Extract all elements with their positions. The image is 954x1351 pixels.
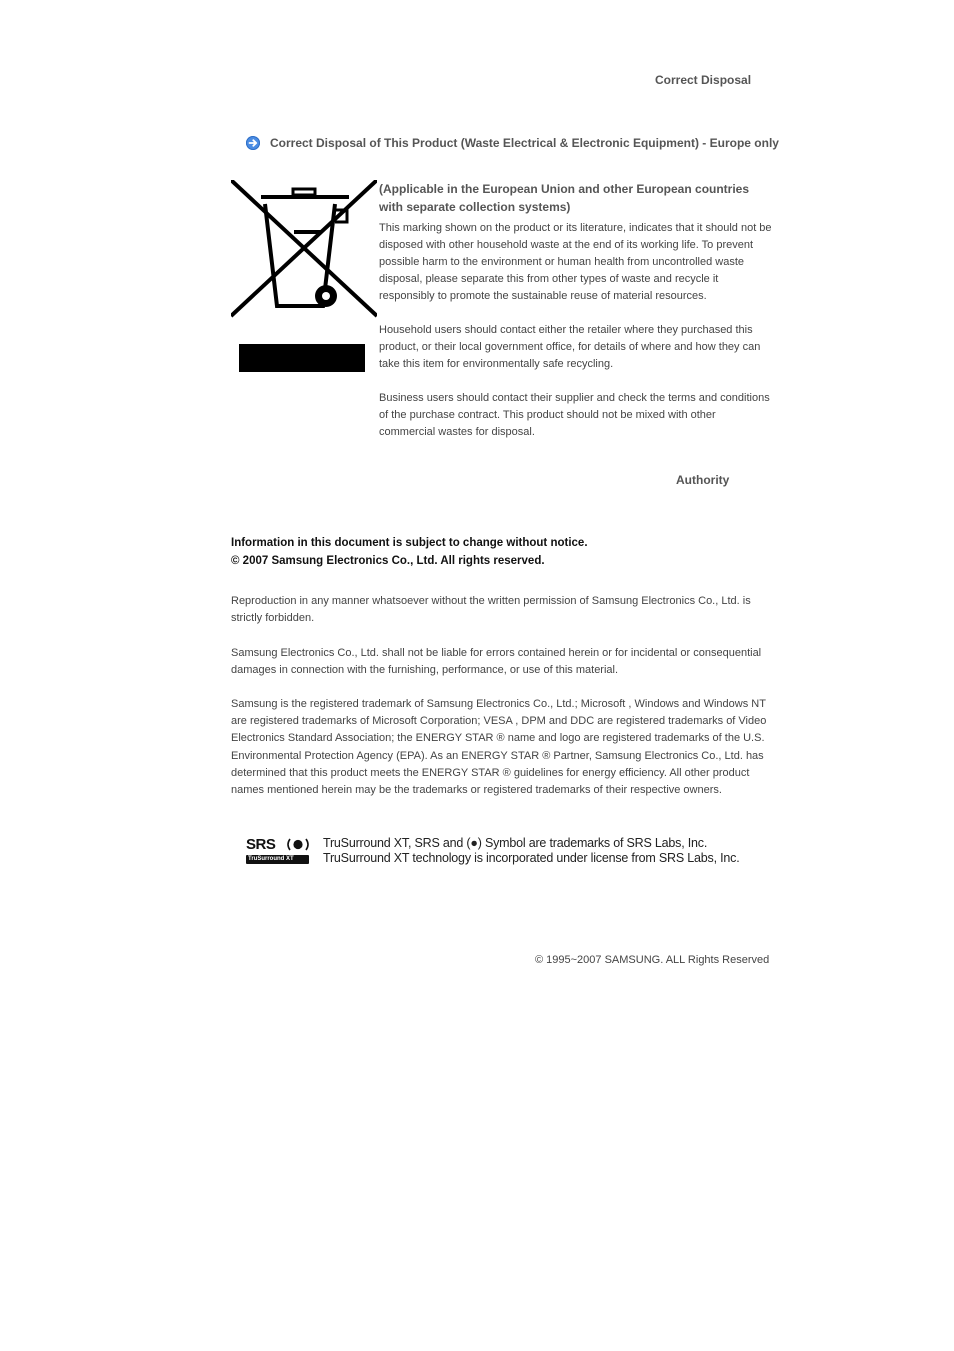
- weee-heading: (Applicable in the European Union and other European countries with separate collection systems): [379, 182, 750, 214]
- legal-paragraph-1: Reproduction in any manner whatsoever without the written permission of Samsung Electronics Co., Ltd. is strictly forbidden.: [231, 595, 751, 625]
- legal-paragraph-2: Samsung Electronics Co., Ltd. shall not be liable for errors contained herein or for incidental or consequential damages in connection with the furnishing, performance, or use of this material.: [231, 647, 762, 677]
- weee-paragraph-2: Household users should contact either the retailer where they purchased this product, or their local government office, for details of where and how they can take this item for environmentally safe recycling.: [379, 324, 761, 371]
- srs-line-2: TruSurround XT technology is incorporated under license from SRS Labs, Inc.: [323, 851, 740, 865]
- srs-circle-icon: [286, 838, 306, 851]
- notice-line-1: Information in this document is subject to change without notice.: [231, 537, 588, 549]
- crossed-out-wheelie-bin-icon: [231, 180, 377, 376]
- page-header-title: Correct Disposal: [655, 73, 752, 87]
- srs-logo: [246, 836, 312, 870]
- srs-trademark-text: [323, 836, 739, 866]
- legal-paragraph-3: Samsung is the registered trademark of Samsung Electronics Co., Ltd.; Microsoft , Windows and Windows NT are registered trademarks of Microsoft Corporation; VESA , DPM and DDC are registered trademarks of Video Electronics Standard Association; the ENERGY STAR ® name and logo are registered trademarks of the U.S. Environmental Protection Agency (EPA). As an ENERGY STAR ® Partner, Samsung Electronics Co., Ltd. has determined that this product meets the ENERGY STAR ® guidelines for energy efficiency. All other product names mentioned herein may be the trademarks or registered trademarks of their respective owners.: [231, 698, 767, 797]
- srs-logo-subtext: TruSurround XT: [248, 856, 294, 862]
- weee-paragraph-1: This marking shown on the product or its literature, indicates that it should not be disposed with other household waste at the end of its working life. To prevent possible harm to the environment or human health from uncontrolled waste disposal, please separate this from other types of waste and recycle it responsibly to promote the sustainable reuse of material resources.: [379, 222, 772, 303]
- srs-line-1: TruSurround XT, SRS and (●) Symbol are trademarks of SRS Labs, Inc.: [323, 836, 708, 850]
- section-title: Correct Disposal of This Product (Waste Electrical & Electronic Equipment) - Europe only: [270, 136, 779, 150]
- authority-title: Authority: [676, 473, 730, 487]
- notice-line-2: © 2007 Samsung Electronics Co., Ltd. All rights reserved.: [231, 555, 545, 567]
- footer-copyright: © 1995~2007 SAMSUNG. ALL Rights Reserved: [535, 954, 770, 966]
- srs-logo-text: SRS: [246, 836, 276, 853]
- weee-paragraph-3: Business users should contact their supplier and check the terms and conditions of the purchase contract. This product should not be mixed with other commercial wastes for disposal.: [379, 392, 770, 439]
- notice-block: [231, 534, 588, 570]
- arrow-bullet-icon: [246, 136, 260, 150]
